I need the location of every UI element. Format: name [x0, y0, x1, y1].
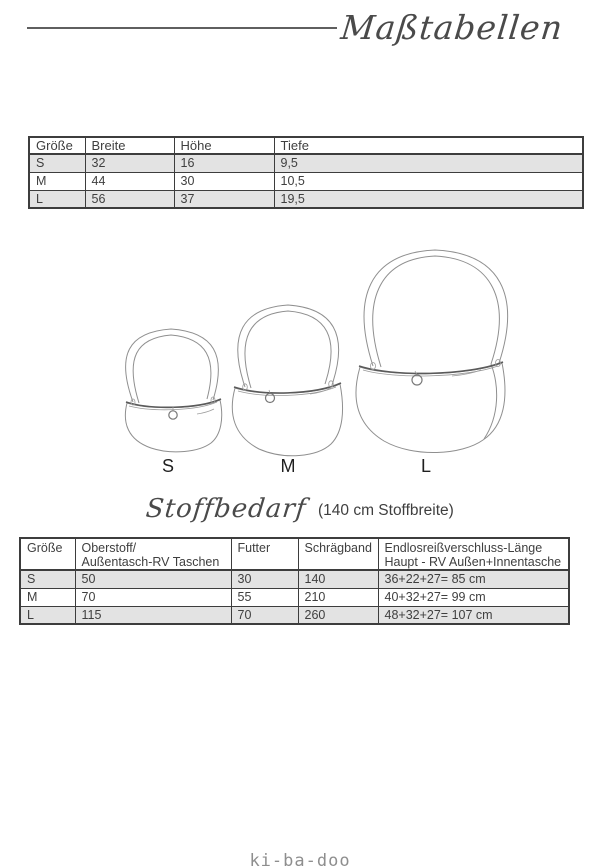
fabric-col-futter: Futter: [231, 538, 298, 570]
rv-laenge-cell: 40+32+27= 99 cm: [378, 588, 569, 606]
size-cell: S: [29, 154, 85, 172]
header-rule-line: [27, 27, 337, 29]
tiefe-cell: 10,5: [274, 172, 583, 190]
fabric-heading-note: (140 cm Stoffbreite): [318, 502, 454, 519]
size-table-header-row: [29, 137, 583, 154]
size-table-col-tiefe: Tiefe: [274, 137, 583, 154]
fabric-heading-script: Stoffbedarf: [144, 494, 309, 524]
fabric-col-rv-line1: Endlosreißverschluss-Länge: [384, 541, 543, 555]
size-table-col-hoehe: Höhe: [174, 137, 274, 154]
tiefe-cell: 9,5: [274, 154, 583, 172]
fabric-col-groesse: Größe: [20, 538, 75, 570]
hoehe-cell: 30: [174, 172, 274, 190]
rv-laenge-cell: 48+32+27= 107 cm: [378, 606, 569, 624]
fabric-requirement-heading: [0, 494, 600, 524]
fabric-table-row-l: [20, 606, 569, 624]
hoehe-cell: 16: [174, 154, 274, 172]
oberstoff-cell: 70: [75, 588, 231, 606]
fabric-col-reissverschluss: [378, 538, 569, 570]
size-cell: S: [20, 570, 75, 588]
bag-label-l: L: [420, 456, 432, 476]
oberstoff-cell: 50: [75, 570, 231, 588]
page-title: Maßtabellen: [339, 8, 566, 47]
fabric-table: [19, 537, 570, 625]
fabric-col-oberstoff-line1: Oberstoff/: [81, 541, 137, 555]
breite-cell: 56: [85, 190, 174, 208]
hoehe-cell: 37: [174, 190, 274, 208]
futter-cell: 70: [231, 606, 298, 624]
schraegband-cell: 140: [298, 570, 378, 588]
breite-cell: 32: [85, 154, 174, 172]
schraegband-cell: 210: [298, 588, 378, 606]
size-cell: M: [20, 588, 75, 606]
breite-cell: 44: [85, 172, 174, 190]
size-cell: M: [29, 172, 85, 190]
size-table-col-groesse: Größe: [29, 137, 85, 154]
bag-label-s: S: [161, 456, 175, 476]
fabric-col-oberstoff: [75, 538, 231, 570]
size-cell: L: [29, 190, 85, 208]
rv-laenge-cell: 36+22+27= 85 cm: [378, 570, 569, 588]
bag-label-m: M: [280, 456, 296, 476]
brand-logo: ki-ba-doo: [249, 851, 351, 867]
futter-cell: 30: [231, 570, 298, 588]
size-table-row-m: [29, 172, 583, 190]
bag-drawing-l: [356, 250, 508, 453]
fabric-col-schraegband: Schrägband: [298, 538, 378, 570]
fabric-col-oberstoff-line2: Außentasch-RV Taschen: [81, 555, 220, 569]
futter-cell: 55: [231, 588, 298, 606]
size-table-row-s: [29, 154, 583, 172]
bag-drawing-m: [232, 305, 342, 456]
fabric-table-row-m: [20, 588, 569, 606]
size-cell: L: [20, 606, 75, 624]
size-table-row-l: [29, 190, 583, 208]
schraegband-cell: 260: [298, 606, 378, 624]
fabric-table-header-row: [20, 538, 569, 570]
size-table-col-breite: Breite: [85, 137, 174, 154]
bag-drawing-s: [125, 329, 221, 452]
oberstoff-cell: 115: [75, 606, 231, 624]
size-table: [28, 136, 584, 209]
bag-sizes-illustration: [0, 240, 600, 485]
tiefe-cell: 19,5: [274, 190, 583, 208]
fabric-col-rv-line2: Haupt - RV Außen+Innentasche: [384, 555, 562, 569]
fabric-table-row-s: [20, 570, 569, 588]
